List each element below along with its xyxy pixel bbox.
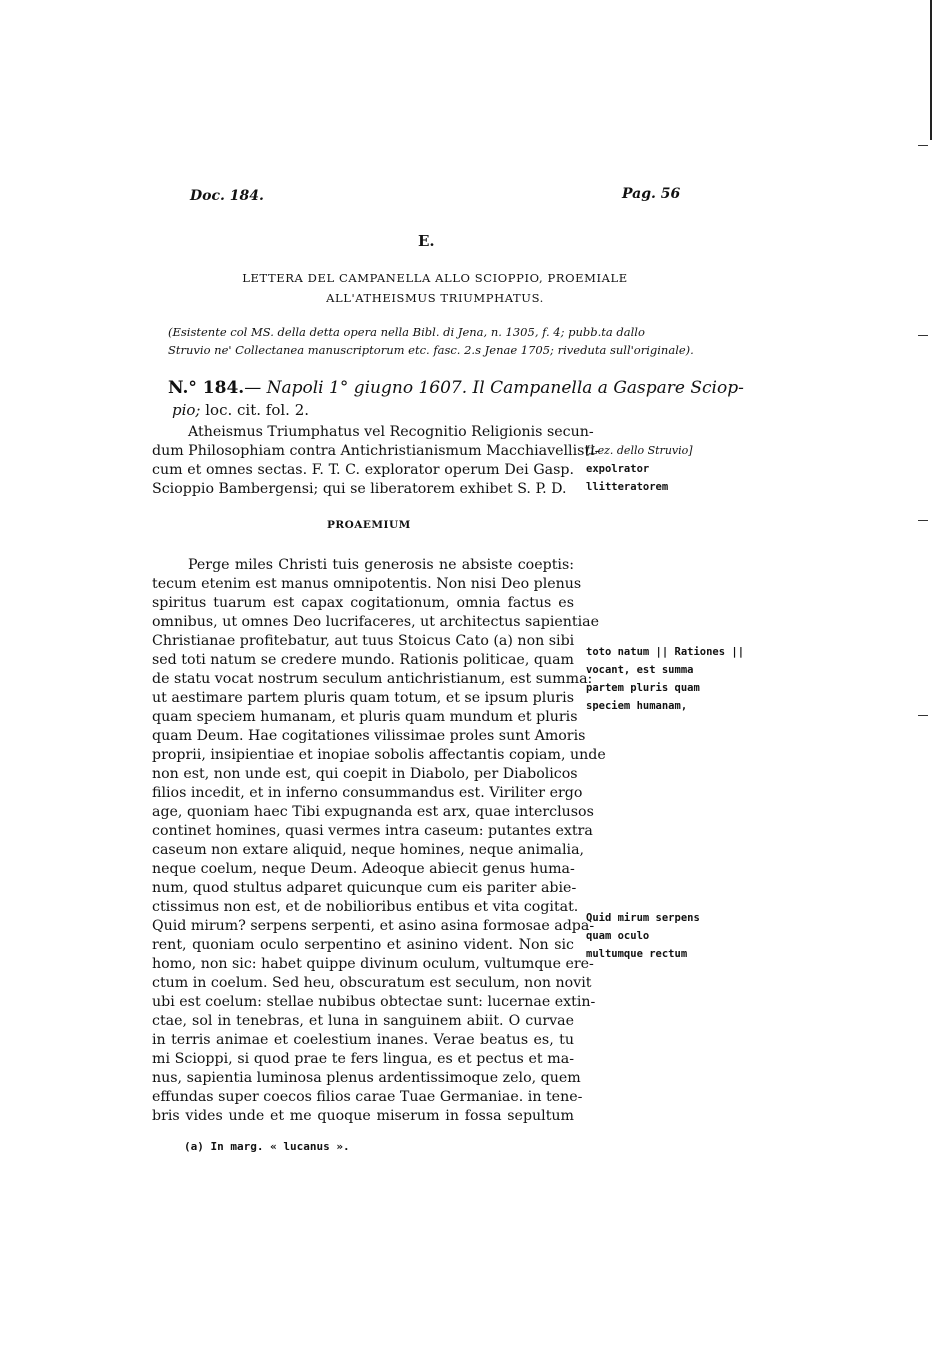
margin-note: [Lez. dello Struvio]: [586, 444, 693, 457]
body-text-line: num, quod stultus adparet quicunque cum eis pariter abie-: [152, 880, 577, 896]
body-text-line: Christianae profitebatur, aut tuus Stoicus Cato (a) non sibi: [152, 633, 575, 649]
body-text-line: caseum non extare aliquid, neque homines, neque animalia,: [152, 842, 585, 858]
letter-title-line: LETTERA DEL CAMPANELLA ALLO SCIOPPIO, PROEMIALE: [242, 271, 628, 285]
page-edge-mark: [918, 335, 928, 336]
intro-text-line: dum Philosophiam contra Antichristianismum Macchiavellisti-: [152, 443, 600, 459]
document-number: Doc. 184.: [190, 188, 264, 204]
margin-note: partem pluris quam: [586, 682, 700, 694]
page-edge-mark: [918, 520, 928, 521]
source-note-line: (Esistente col MS. della detta opera nella Bibl. di Jena, n. 1305, f. 4; pubb.ta dallo: [168, 325, 645, 339]
page-edge-mark: [918, 145, 928, 146]
document-heading-continued: [172, 401, 309, 419]
document-heading: [168, 378, 744, 398]
body-text-line: Perge miles Christi tuis generosis ne absiste coeptis:: [188, 557, 574, 573]
section-letter: E.: [418, 232, 435, 250]
page-edge-line: [930, 0, 932, 140]
margin-note: llitteratorem: [586, 481, 669, 493]
margin-note: Quid mirum serpens: [586, 912, 700, 924]
heading-place-date: — Napoli 1° giugno 1607. Il Campanella a Gaspare Sciop-: [244, 378, 744, 398]
body-text-line: filios incedit, et in inferno consummandus est. Viriliter ergo: [152, 785, 583, 801]
body-text-line: bris vides unde et me quoque miserum in fossa sepultum: [152, 1108, 574, 1124]
margin-note: expolrator: [586, 463, 650, 475]
letter-title-line: ALL'ATHEISMUS TRIUMPHATUS.: [326, 291, 544, 305]
body-text-line: sed toti natum se credere mundo. Rationis politicae, quam: [152, 652, 574, 668]
margin-note: multumque rectum: [586, 948, 688, 960]
body-text-line: non est, non unde est, qui coepit in Diabolo, per Diabolicos: [152, 766, 578, 782]
margin-note: toto natum || Rationes ||: [586, 646, 745, 658]
page-number: Pag. 56: [622, 186, 681, 202]
intro-text-line: Atheismus Triumphatus vel Recognitio Religionis secun-: [188, 424, 594, 440]
body-text-line: ctissimus non est, et de nobilioribus entibus et vita cogitat.: [152, 899, 579, 915]
body-text-line: age, quoniam haec Tibi expugnanda est arx, quae interclusos: [152, 804, 594, 820]
body-text-line: ctae, sol in tenebras, et luna in sanguinem abiit. O curvae: [152, 1013, 574, 1029]
body-text-line: ctum in coelum. Sed heu, obscuratum est seculum, non novit: [152, 975, 592, 991]
body-text-line: de statu vocat nostrum seculum antichristianum, est summa:: [152, 671, 593, 687]
intro-text-line: cum et omnes sectas. F. T. C. explorator operum Dei Gasp.: [152, 462, 574, 478]
body-text-line: omnibus, ut omnes Deo lucrifaceres, ut architectus sapientiae: [152, 614, 600, 630]
body-text-line: quam Deum. Hae cogitationes vilissimae proles sunt Amoris: [152, 728, 586, 744]
margin-note: vocant, est summa: [586, 664, 694, 676]
body-text-line: proprii, insipientiae et inopiae sobolis affectantis copiam, unde: [152, 747, 606, 763]
body-text-line: in terris animae et coelestium inanes. Verae beatus es, tu: [152, 1032, 574, 1048]
margin-note: speciem humanam,: [586, 700, 688, 712]
page-edge-mark: [918, 715, 928, 716]
body-text-line: quam speciem humanam, et pluris quam mundum et pluris: [152, 709, 578, 725]
heading-citation: loc. cit. fol. 2.: [200, 401, 310, 419]
body-text-line: ut aestimare partem pluris quam totum, et se ipsum pluris: [152, 690, 574, 706]
heading-recipient-end: pio;: [172, 401, 201, 419]
body-text-line: effundas super coecos filios carae Tuae Germaniae. in tene-: [152, 1089, 583, 1105]
footnote: (a) In marg. « lucanus ».: [184, 1140, 350, 1153]
body-text-line: Quid mirum? serpens serpenti, et asino asina formosae adpa-: [152, 918, 595, 934]
body-text-line: neque coelum, neque Deum. Adeoque abiecit genus huma-: [152, 861, 575, 877]
intro-text-line: Scioppio Bambergensi; qui se liberatorem exhibet S. P. D.: [152, 481, 567, 497]
body-text-line: ubi est coelum: stellae nubibus obtectae sunt: lucernae extin-: [152, 994, 596, 1010]
margin-note: quam oculo: [586, 930, 650, 942]
body-text-line: mi Scioppi, si quod prae te fers lingua, es et pectus et ma-: [152, 1051, 574, 1067]
body-text-line: spiritus tuarum est capax cogitationum, omnia factus es: [152, 595, 574, 611]
body-text-line: tecum etenim est manus omnipotentis. Non nisi Deo plenus: [152, 576, 582, 592]
section-heading: PROAEMIUM: [327, 519, 411, 531]
body-text-line: continet homines, quasi vermes intra caseum: putantes extra: [152, 823, 593, 839]
body-text-line: homo, non sic: habet quippe divinum oculum, vultumque ere-: [152, 956, 594, 972]
body-text-line: rent, quoniam oculo serpentino et asinino vident. Non sic: [152, 937, 574, 953]
source-note-line: Struvio ne' Collectanea manuscriptorum etc. fasc. 2.s Jenae 1705; riveduta sull'originale).: [168, 343, 694, 357]
heading-number: N.° 184.: [168, 378, 245, 398]
body-text-line: nus, sapientia luminosa plenus ardentissimoque zelo, quem: [152, 1070, 581, 1086]
